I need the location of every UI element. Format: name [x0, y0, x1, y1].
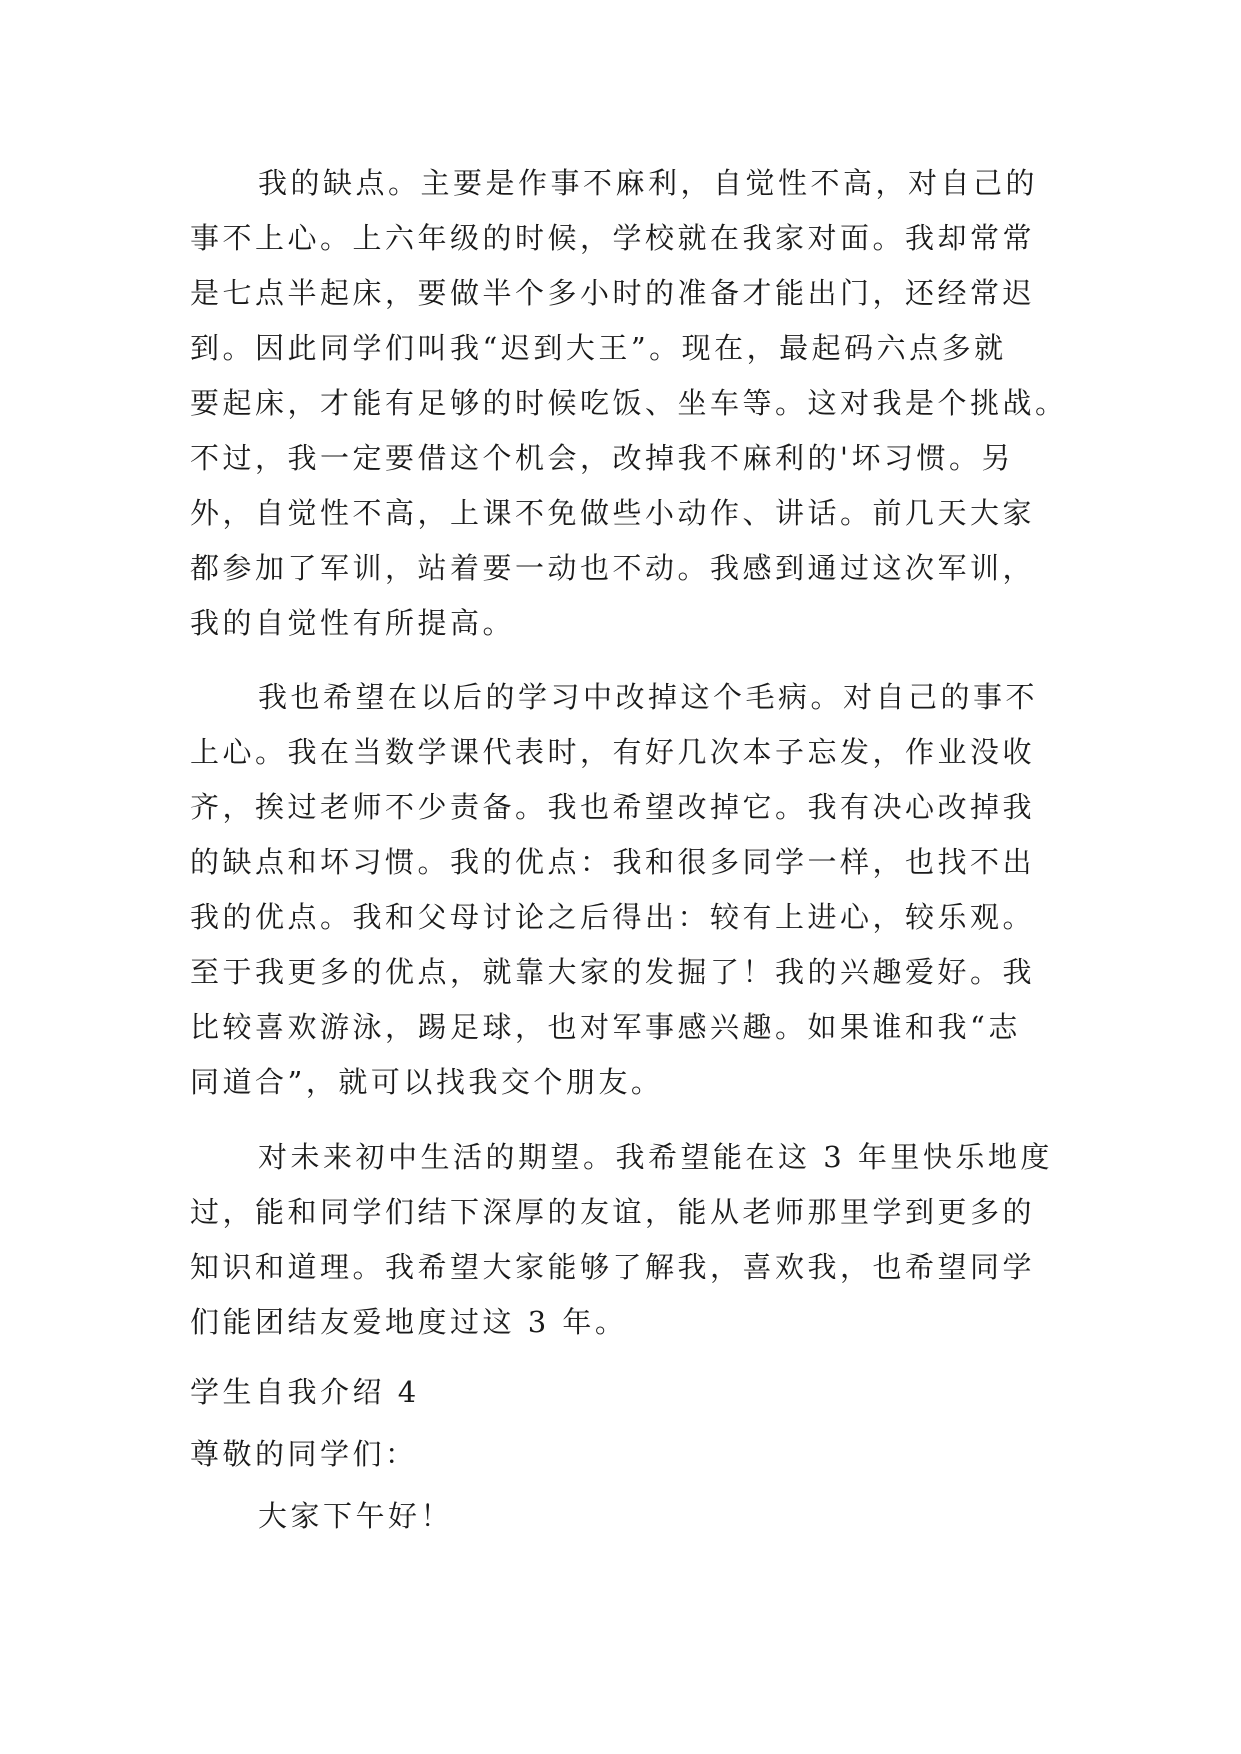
text-line: 们能团结友爱地度过这 3 年。 — [190, 1305, 628, 1339]
text-line: 我也希望在以后的学习中改掉这个毛病。对自己的事不 — [258, 680, 1039, 714]
text-line: 是七点半起床，要做半个多小时的准备才能出门，还经常迟 — [190, 276, 1036, 310]
text-line: 不过，我一定要借这个机会，改掉我不麻利的'坏习惯。另 — [190, 441, 1014, 475]
text-line: 都参加了军训，站着要一动也不动。我感到通过这次军训， — [190, 551, 1036, 585]
text-line: 比较喜欢游泳，踢足球，也对军事感兴趣。如果谁和我“志 — [190, 1010, 1021, 1044]
text-line: 的缺点和坏习惯。我的优点：我和很多同学一样，也找不出 — [190, 845, 1036, 879]
text-line: 事不上心。上六年级的时候，学校就在我家对面。我却常常 — [190, 221, 1036, 255]
text-line: 我的缺点。主要是作事不麻利，自觉性不高，对自己的 — [258, 166, 1039, 200]
section-heading: 学生自我介绍 4 — [190, 1375, 420, 1409]
text-line: 至于我更多的优点，就靠大家的发掘了！我的兴趣爱好。我 — [190, 955, 1036, 989]
text-line: 要起床，才能有足够的时候吃饭、坐车等。这对我是个挑战。 — [190, 386, 1068, 420]
greeting: 大家下午好！ — [258, 1499, 454, 1533]
text-line: 外，自觉性不高，上课不免做些小动作、讲话。前几天大家 — [190, 496, 1036, 530]
text-line: 过，能和同学们结下深厚的友谊，能从老师那里学到更多的 — [190, 1195, 1036, 1229]
text-line: 到。因此同学们叫我“迟到大王”。现在，最起码六点多就 — [190, 331, 1007, 365]
text-line: 我的优点。我和父母讨论之后得出：较有上进心，较乐观。 — [190, 900, 1036, 934]
text-line: 我的自觉性有所提高。 — [190, 606, 516, 640]
salutation: 尊敬的同学们： — [190, 1437, 418, 1471]
text-line: 上心。我在当数学课代表时，有好几次本子忘发，作业没收 — [190, 735, 1036, 769]
text-line: 同道合”，就可以找我交个朋友。 — [190, 1065, 664, 1099]
text-line: 对未来初中生活的期望。我希望能在这 3 年里快乐地度 — [258, 1140, 1053, 1174]
text-line: 齐，挨过老师不少责备。我也希望改掉它。我有决心改掉我 — [190, 790, 1036, 824]
text-line: 知识和道理。我希望大家能够了解我，喜欢我，也希望同学 — [190, 1250, 1036, 1284]
